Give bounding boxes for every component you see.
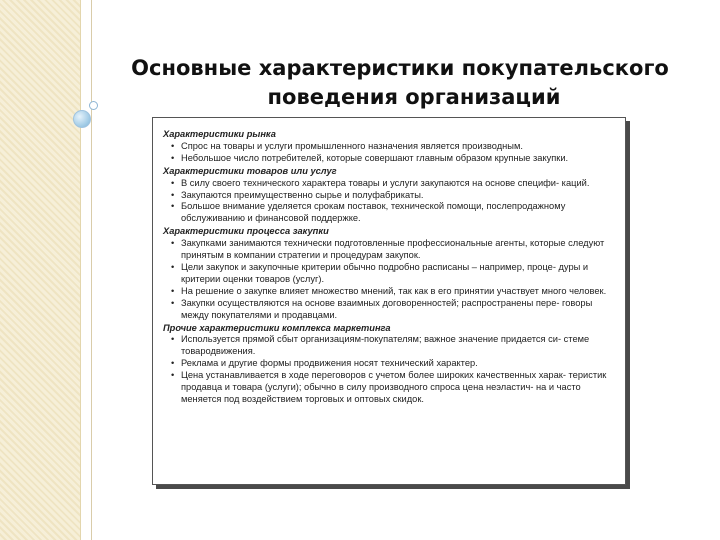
bullet-item: • Закупки осуществляются на основе взаимных договоренностей; распространены пере- говоры между покупателями и продавцами.	[163, 298, 615, 322]
bullet-list	[163, 238, 615, 321]
slide-title-line-2: поведения организаций	[267, 85, 561, 109]
bullet-item: • Используется прямой сбыт организациям-покупателям; важное значение придается си- стеме товародвижения.	[163, 334, 615, 358]
section-heading: Прочие характеристики комплекса маркетинга	[163, 322, 391, 333]
section-heading: Характеристики товаров или услуг	[163, 165, 337, 176]
characteristics-table	[152, 117, 626, 485]
bullet-item: • Цена устанавливается в ходе переговоров с учетом более широких качественных харак- теристик продавца и товара (услуги); обычно в силу производного спроса цена неэластич- на и часто меняется под воздействием торговых и оптовых скидок.	[163, 370, 615, 406]
section-heading: Характеристики процесса закупки	[163, 226, 329, 237]
section-products	[163, 166, 615, 226]
slide-title	[100, 54, 700, 112]
bullet-list	[163, 141, 615, 165]
slide-title-line-1: Основные характеристики покупательского	[131, 56, 669, 80]
bullet-list	[163, 178, 615, 226]
bullet-item: • В силу своего технического характера товары и услуги закупаются на основе специфи- каций.	[163, 178, 615, 190]
section-marketing-mix	[163, 323, 615, 406]
section-purchase-process	[163, 226, 615, 321]
section-market	[163, 129, 615, 165]
bullet-item: • Цели закупок и закупочные критерии обычно подробно расписаны – например, проце- дуры и критерии оценки товаров (услуг).	[163, 262, 615, 286]
decorative-small-circle	[89, 101, 98, 110]
bullet-item: • Реклама и другие формы продвижения носят технический характер.	[163, 358, 615, 370]
decorative-vertical-line	[91, 0, 92, 540]
bullet-item: • Большое внимание уделяется срокам поставок, технической помощи, послепродажному обслуживанию и финансовой поддержке.	[163, 201, 615, 225]
bullet-item: • Небольшое число потребителей, которые совершают главным образом крупные закупки.	[163, 153, 615, 165]
bullet-item: • Спрос на товары и услуги промышленного назначения является производным.	[163, 141, 615, 153]
bullet-item: • На решение о закупке влияет множество мнений, так как в его принятии участвует много человек.	[163, 286, 615, 298]
decorative-side-strip	[0, 0, 81, 540]
bullet-list	[163, 334, 615, 405]
bullet-item: • Закупаются преимущественно сырье и полуфабрикаты.	[163, 190, 615, 202]
section-heading: Характеристики рынка	[163, 129, 276, 139]
bullet-item: • Закупками занимаются технически подготовленные профессиональные агенты, которые следуют принятым в компании стратегии и процедурам закупок.	[163, 238, 615, 262]
decorative-bubble	[73, 110, 91, 128]
